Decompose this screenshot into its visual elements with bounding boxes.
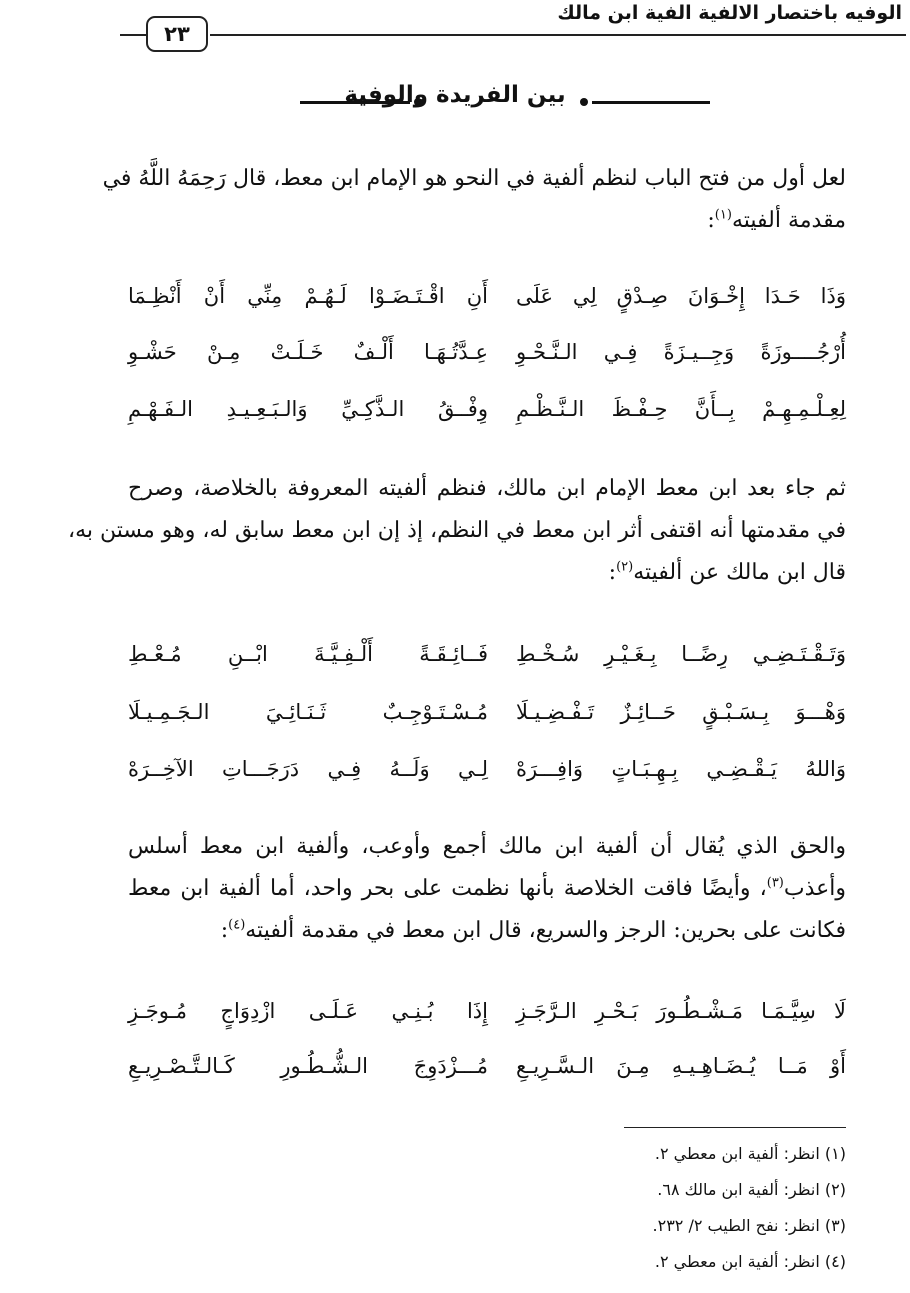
paragraph-line [128, 868, 846, 910]
header-rule [210, 34, 906, 36]
verse-hemistich-first: وَاللهُ يَـقْـضِـي بِـهِـبَـاتٍ وَافِـــرَهْ [516, 757, 846, 781]
verse-line [128, 691, 846, 733]
paragraph-line [128, 552, 846, 594]
footnote-ref[interactable]: (١) [714, 207, 732, 223]
text-run: قال ابن مالك عن ألفيته [633, 560, 846, 585]
text-run: : [608, 560, 617, 585]
text-run: : [707, 208, 715, 233]
section-heading [0, 80, 910, 120]
text-run: مقدمة ألفيته [731, 208, 846, 233]
verse-line [128, 748, 846, 790]
footnote-4: (٤) انظر: ألفية ابن معطي ٢. [654, 1252, 846, 1271]
verse-hemistich-second: لِـي وَلَــهُ فِـي دَرَجَـــاتِ الآخِــرَهْ [128, 757, 488, 781]
verse-line [128, 633, 846, 675]
paragraph-line: والحق الذي يُقال أن ألفية ابن مالك أجمع وأوعب، وألفية ابن معط أسلس [128, 834, 846, 859]
paragraph-line: في مقدمتها أنه اقتفى أثر ابن معط في النظم، إذ إن ابن معط سابق له، وهو مستن به، [67, 518, 846, 543]
footnote-1: (١) انظر: ألفية ابن معطي ٢. [654, 1144, 846, 1163]
verse-hemistich-first: لِعِـلْـمِـهِـمْ بِــأَنَّ حِـفْـظَ الـنَّـظْـمِ [516, 397, 846, 421]
verse-line [128, 275, 846, 317]
verse-line [128, 331, 846, 373]
verse-line [128, 1045, 846, 1087]
section-title: بين الفريدة والوفية [344, 82, 566, 108]
paragraph-line [128, 910, 846, 952]
header-rule-left [120, 34, 146, 36]
verse-hemistich-second: فَــائِـقَـةً أَلْـفِـيَّـةَ ابْــنِ مُـعْـطِ [128, 642, 488, 666]
verse-hemistich-first: وَذَا حَـدَا إِخْـوَانَ صِـدْقٍ لِي عَلَى [516, 284, 846, 308]
paragraph-line: ثم جاء بعد ابن معط الإمام ابن مالك، فنظم ألفيته المعروفة بالخلاصة، وصرح [128, 476, 846, 501]
verse-hemistich-first: أَوْ مَــا يُـضَـاهِـيـهِ مِـنَ الـسَّـرِيـعِ [516, 1054, 846, 1078]
verse-hemistich-first: أُرْجُــــوزَةً وَجِــيـزَةً فِـي الـنَّـحْـوِ [516, 340, 846, 364]
verse-hemistich-first: وَتَـقْـتَـضِـي رِضًــا بِـغَـيْـرِ سُـخْـطِ [516, 642, 846, 666]
text-run: : [220, 918, 229, 943]
verse-hemistich-first: لَا سِيَّـمَـا مَـشْـطُـورَ بَـحْـرِ الـرَّجَـزِ [516, 999, 846, 1023]
verse-line [128, 388, 846, 430]
text-run: فكانت على بحرين: الرجز والسريع، قال ابن معط في مقدمة ألفيته [245, 918, 846, 943]
paragraph-1 [102, 158, 846, 242]
footnote-separator [624, 1127, 846, 1128]
paragraph-3 [128, 826, 846, 952]
footnote-ref[interactable]: (٣) [766, 875, 784, 891]
verse-hemistich-second: مُـسْـتَـوْجِـبٌ ثَـنَـائِـيَ الـجَـمِـيـلَا [128, 700, 488, 724]
paragraph-line: لعل أول من فتح الباب لنظم ألفية في النحو هو الإمام ابن معط، قال رَحِمَهُ اللَّهُ في [102, 166, 846, 191]
text-run: وأعذب [783, 876, 846, 901]
verse-hemistich-second: عِـدَّتُـهَـا أَلْـفٌ خَـلَـتْ مِـنْ حَشْـوِ [128, 340, 488, 364]
footnote-3: (٣) انظر: نفح الطيب ٢/ ٢٣٢. [652, 1216, 846, 1235]
footnote-ref[interactable]: (٢) [616, 559, 634, 575]
verse-hemistich-second: مُـــزْدَوِجَ الـشُّـطُـورِ كَـالـتَّـصْـرِيـعِ [128, 1054, 488, 1078]
heading-dot-right [580, 98, 588, 106]
paragraph-line [128, 200, 846, 242]
running-header-title: الوفيه باختصار الالفية الفية ابن مالك [557, 2, 902, 24]
paragraph-2 [67, 468, 846, 594]
verse-hemistich-first: وَهْـــوَ بِـسَـبْـقٍ حَــائِـزٌ تَـفْـضِـيـلَا [516, 700, 846, 724]
verse-hemistich-second: وِفْــقُ الـذَّكِـيِّ وَالـبَـعِـيـدِ الـفَـهْـمِ [128, 397, 488, 421]
verse-hemistich-second: إِذَا بُـنِـي عَـلَـى ازْدِوَاجٍ مُـوجَـزِ [128, 999, 488, 1023]
heading-rule-right [592, 101, 710, 104]
text-run: ، وأيضًا فاقت الخلاصة بأنها نظمت على بحر واحد، أما ألفية ابن معط [128, 876, 767, 901]
footnote-ref[interactable]: (٤) [228, 917, 246, 933]
verse-hemistich-second: أَنِ اقْـتَـضَـوْا لَـهُـمْ مِنِّي أَنْ أَنْظِـمَا [128, 284, 488, 308]
page-number: ٢٣ [146, 16, 208, 52]
verse-line [128, 990, 846, 1032]
footnote-2: (٢) انظر: ألفية ابن مالك ٦٨. [657, 1180, 846, 1199]
